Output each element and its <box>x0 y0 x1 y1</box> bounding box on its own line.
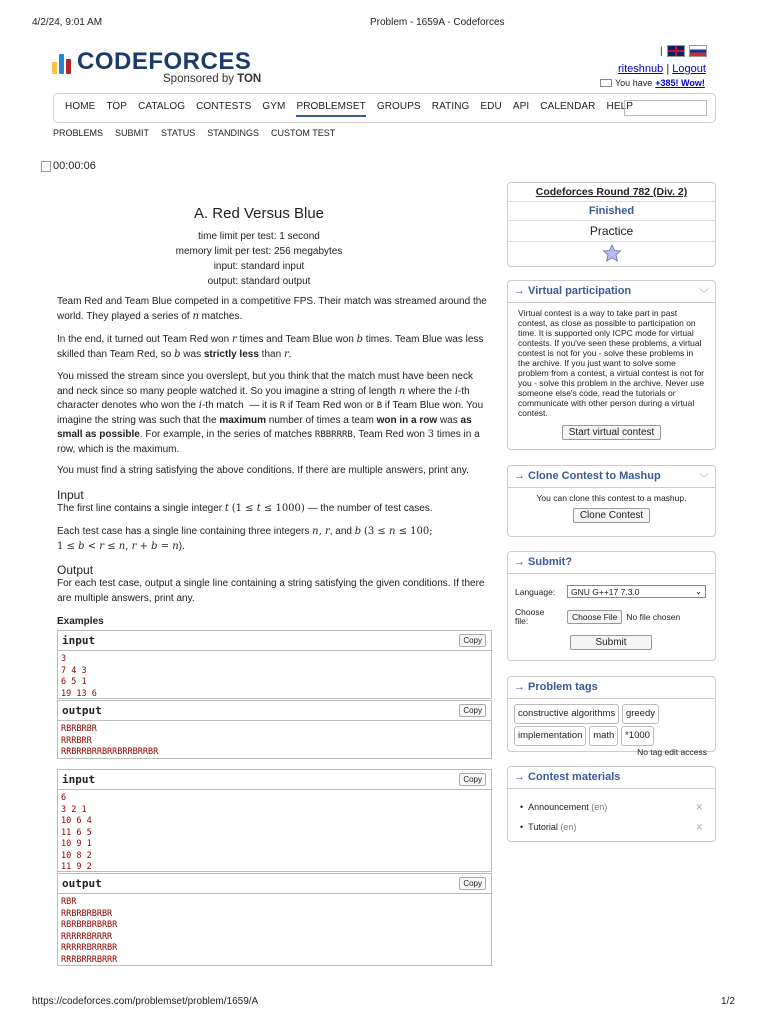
clone-contest-title: → Clone Contest to Mashup <box>514 470 661 482</box>
print-page-number: 1/2 <box>721 996 735 1007</box>
material-lang: (en) <box>560 822 577 832</box>
sponsor-name: TON <box>237 73 262 85</box>
memory-limit: memory limit per test: 256 megabytes <box>175 246 343 257</box>
statement-paragraph: In the end, it turned out Team Red won r times and Team Blue won b times. Team Blue was less skilled than Team Red, so b was strictly less than r. <box>57 334 484 360</box>
contest-info-box <box>507 182 716 267</box>
print-url: https://codeforces.com/problemset/problem/1659/A <box>32 996 259 1007</box>
timer <box>41 160 96 172</box>
sponsor-line <box>163 73 261 85</box>
copy-button[interactable]: Copy <box>459 634 486 647</box>
sample-output-text: RBR RRBRBRBRBR RBRBRBRBRBR RRRRRBRRRR RRRRRBRRRBR RRRBRRRBRRR <box>61 897 118 965</box>
user-line <box>618 63 706 75</box>
material-item: • Tutorial (en) ✕ <box>520 817 703 837</box>
logo-text-code: CODE <box>77 48 149 75</box>
material-lang: (en) <box>591 802 608 812</box>
sample-input-text: 3 7 4 3 6 5 1 19 13 6 <box>61 654 97 699</box>
english-flag-icon[interactable] <box>667 45 685 57</box>
output-section-title: Output <box>57 563 94 577</box>
second-level-menu <box>53 128 347 138</box>
favourite-star-icon[interactable] <box>508 242 715 267</box>
chevron-down-icon[interactable]: ﹀ <box>699 289 709 300</box>
no-file-chosen: No file chosen <box>626 612 681 622</box>
user-separator: | <box>666 63 670 75</box>
submenu-custom-test[interactable]: CUSTOM TEST <box>271 128 336 138</box>
russian-flag-icon[interactable] <box>689 45 707 57</box>
statement-paragraph: Team Red and Team Blue competed in a competitive FPS. Their match was streamed around the world. They played a series of n matches. <box>57 296 487 322</box>
username-link[interactable]: riteshnub <box>618 63 664 75</box>
input-paragraph: Each test case has a single line containing three integers n, r, and b (3 ≤ n ≤ 100; 1 ≤ b < r ≤ n, r + b = n). <box>57 526 433 552</box>
chevron-down-icon[interactable]: ﹀ <box>699 474 709 485</box>
sample-output-box <box>57 700 492 759</box>
problem-title: A. Red Versus Blue <box>193 205 325 222</box>
codeforces-logo[interactable] <box>52 50 251 74</box>
mail-icon <box>600 79 612 87</box>
print-title: Problem - 1659A - Codeforces <box>370 17 505 28</box>
language-select-value: GNU G++17 7.3.0 <box>571 587 640 597</box>
language-label: Language: <box>515 587 556 597</box>
start-virtual-contest-button[interactable]: Start virtual contest <box>562 425 662 440</box>
problem-tags-box <box>507 676 716 757</box>
menu-edu[interactable]: EDU <box>480 101 502 112</box>
copy-button[interactable]: Copy <box>459 877 486 890</box>
contest-mode: Practice <box>508 221 715 242</box>
submenu-status[interactable]: STATUS <box>161 128 196 138</box>
sample-input-label: input <box>62 773 96 786</box>
menu-rating[interactable]: RATING <box>431 101 470 112</box>
tag-item[interactable]: greedy <box>622 704 659 724</box>
menu-catalog[interactable]: CATALOG <box>138 101 186 112</box>
sample-input-text: 6 3 2 1 10 6 4 11 6 5 10 9 1 10 8 2 11 9 2 <box>61 793 92 872</box>
contest-materials-box <box>507 766 716 842</box>
copy-button[interactable]: Copy <box>459 773 486 786</box>
menu-api[interactable]: API <box>512 101 530 112</box>
problem-limits <box>57 229 461 289</box>
tag-item[interactable]: constructive algorithms <box>514 704 619 724</box>
tag-item[interactable]: *1000 <box>621 726 654 746</box>
close-icon[interactable]: ✕ <box>695 822 703 832</box>
contest-status: Finished <box>508 202 715 221</box>
choose-file-button[interactable]: Choose File <box>567 610 622 624</box>
clone-contest-button[interactable]: Clone Contest <box>573 508 650 523</box>
menu-calendar[interactable]: CALENDAR <box>540 101 596 112</box>
input-paragraph: The first line contains a single integer t (1 ≤ t ≤ 1000) — the number of test cases. <box>57 503 433 514</box>
you-have-label: You have <box>615 78 653 88</box>
submit-title: → Submit? <box>514 556 573 568</box>
sample-input-box <box>57 630 492 699</box>
notification-line <box>600 78 705 88</box>
virtual-participation-box <box>507 280 716 450</box>
sample-output-text: RBRBRBR RRRBRR RRBRRBRRBRRBRRBRRBR <box>61 724 159 757</box>
menu-contests[interactable]: CONTESTS <box>196 101 252 112</box>
menu-home[interactable]: HOME <box>65 101 96 112</box>
material-link[interactable]: Tutorial <box>528 822 558 832</box>
submit-button[interactable]: Submit <box>570 635 652 650</box>
menu-gym[interactable]: GYM <box>262 101 286 112</box>
chevron-down-icon: ⌄ <box>694 586 702 596</box>
output-paragraph: For each test case, output a single line containing a string satisfying the given conditions. If there are multiple answers, print any. <box>57 578 485 604</box>
main-menu-items <box>65 101 644 117</box>
sample-input-label: input <box>62 634 96 647</box>
tag-item[interactable]: math <box>589 726 618 746</box>
statement-paragraph: You must find a string satisfying the above conditions. If there are multiple answers, print any. <box>57 465 469 476</box>
logout-link[interactable]: Logout <box>672 63 706 75</box>
virtual-participation-title: → Virtual participation <box>514 285 632 297</box>
menu-top[interactable]: TOP <box>106 101 128 112</box>
menu-help[interactable]: HELP <box>606 101 634 112</box>
timer-value: 00:00:06 <box>53 160 96 172</box>
submenu-standings[interactable]: STANDINGS <box>207 128 260 138</box>
sample-output-label: output <box>62 877 102 890</box>
broken-image-icon <box>41 161 51 172</box>
flag-separator: | <box>660 45 663 57</box>
submenu-problems[interactable]: PROBLEMS <box>53 128 104 138</box>
choose-file-label: Choose file: <box>515 607 545 626</box>
logo-text-forces: FORCES <box>148 48 252 75</box>
logo-bars-icon <box>52 54 71 74</box>
contest-name-link[interactable]: Codeforces Round 782 (Div. 2) <box>508 183 715 202</box>
examples-title: Examples <box>57 616 104 627</box>
statement-paragraph: You missed the stream since you overslept, but you think that the match must have been neck and neck since so many people watched it. So you imagine a string of length n where the i-th character denotes who won the i-th match — it is R if Team Red won or B if Team Blue won. You imagine the string was such that the maximum number of times a team won in a row was as small as possible. For example, in the series of matches RBBRRRB, Team Red won 3 times in a row, which is the maximum. <box>57 371 484 455</box>
tag-item[interactable]: implementation <box>514 726 586 746</box>
language-select[interactable] <box>567 585 706 598</box>
search-input[interactable] <box>624 100 707 116</box>
virtual-participation-text: Virtual contest is a way to take part in past contest, as close as possible to participation on time. It is supported only ICPC mode for virtual contests. If you've seen these problems, a virtual contest is not for you - solve these problems in the archive. If you just want to solve some problem from a contest, a virtual contest is not for you - solve this problem in the archive. Never use someone else's code, read the tutorials or communicate with other person during a virtual contest. <box>518 308 705 418</box>
sample-input-box <box>57 769 492 872</box>
menu-groups[interactable]: GROUPS <box>376 101 421 112</box>
sample-output-label: output <box>62 704 102 717</box>
copy-button[interactable]: Copy <box>459 704 486 717</box>
material-link[interactable]: Announcement <box>528 802 589 812</box>
sample-output-box <box>57 873 492 966</box>
clone-contest-text: You can clone this contest to a mashup. <box>536 493 687 503</box>
submenu-submit[interactable]: SUBMIT <box>115 128 150 138</box>
menu-problemset[interactable]: PROBLEMSET <box>296 101 365 117</box>
time-limit: time limit per test: 1 second <box>198 231 320 242</box>
contest-materials-title: → Contest materials <box>514 771 621 783</box>
points-link[interactable]: +385! Wow! <box>655 78 705 88</box>
language-flags <box>660 45 707 57</box>
material-item: • Announcement (en) ✕ <box>520 797 703 817</box>
no-tag-edit-access: No tag edit access <box>637 747 707 757</box>
input-section-title: Input <box>57 488 84 502</box>
submit-box <box>507 551 716 661</box>
print-datetime: 4/2/24, 9:01 AM <box>32 17 103 28</box>
input-file: input: standard input <box>213 261 305 272</box>
clone-contest-box <box>507 465 716 537</box>
sponsored-by-label: Sponsored by <box>163 73 234 85</box>
output-file: output: standard output <box>207 276 311 287</box>
problem-tags-title: → Problem tags <box>514 681 598 693</box>
close-icon[interactable]: ✕ <box>695 802 703 812</box>
